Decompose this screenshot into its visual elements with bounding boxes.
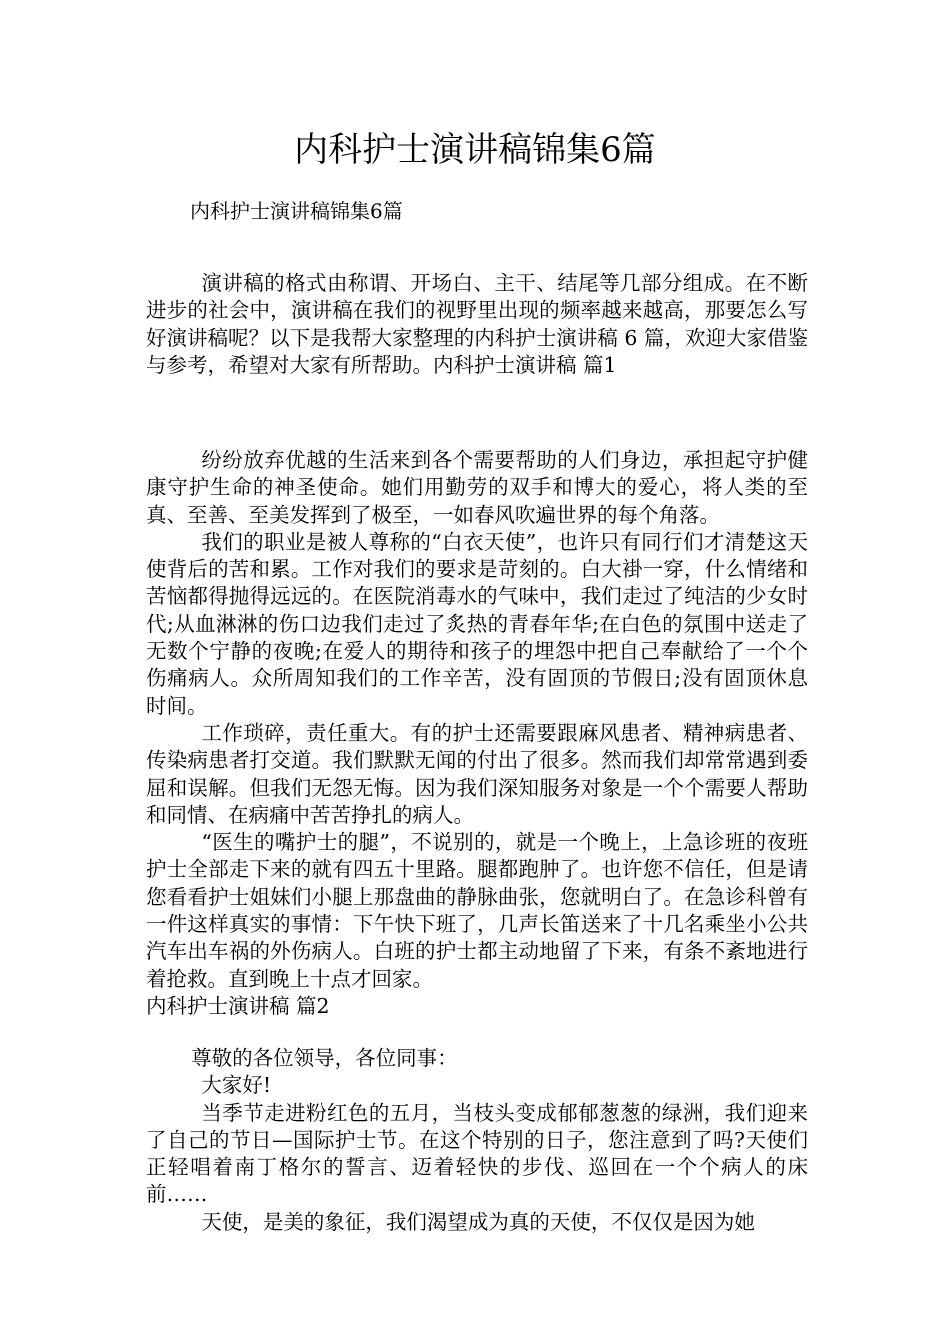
article-2-heading: 内科护士演讲稿 篇2	[146, 993, 330, 1018]
salutation: 尊敬的各位领导，各位同事：	[191, 1046, 458, 1070]
article-2-paragraph: 天使，是美的象征，我们渴望成为真的天使，不仅仅是因为她	[201, 1209, 755, 1234]
intro-section	[146, 270, 808, 379]
article-1-paragraph: 纷纷放弃优越的生活来到各个需要帮助的人们身边，承担起守护健康守护生命的神圣使命。她们用勤劳的双手和博大的爱心，将人类的至真、至善、至美发挥到了极至，一如春风吹遍世界的每个角落。	[146, 448, 808, 527]
greeting: 大家好!	[201, 1073, 272, 1098]
article-1	[146, 447, 808, 1020]
article-2	[146, 1045, 808, 1236]
intro-paragraph: 演讲稿的格式由称谓、开场白、主干、结尾等几部分组成。在不断进步的社会中，演讲稿在我们的视野里出现的频率越来越高，那要怎么写好演讲稿呢？以下是我帮大家整理的内科护士演讲稿 6 篇，欢迎大家借鉴与参考，希望对大家有所帮助。内科护士演讲稿 篇1	[146, 271, 808, 377]
article-2-paragraph: 当季节走进粉红色的五月，当枝头变成郁郁葱葱的绿洲，我们迎来了自己的节日—国际护士节。在这个特别的日子，您注意到了吗?天使们正轻唱着南丁格尔的誓言、迈着轻快的步伐、巡回在一个个病人的床前……	[146, 1100, 808, 1207]
article-1-paragraph: 工作琐碎，责任重大。有的护士还需要跟麻风患者、精神病患者、传染病患者打交道。我们默默无闻的付出了很多。然而我们却常常遇到委屈和误解。但我们无怨无悔。因为我们深知服务对象是一个个需要人帮助和同情、在病痛中苦苦挣扎的病人。	[146, 720, 808, 827]
document-title: 内科护士演讲稿锦集6篇	[294, 130, 656, 170]
article-1-paragraph: “医生的嘴护士的腿”，不说别的，就是一个晚上，上急诊班的夜班护士全部走下来的就有四五十里路。腿都跑肿了。也许您不信任，但是请您看看护士姐妹们小腿上那盘曲的静脉曲张，您就明白了。在急诊科曾有一件这样真实的事情：下午快下班了，几声长笛送来了十几名乘坐小公共汽车出车祸的外伤病人。白班的护士都主动地留了下来，有条不紊地进行着抢救。直到晚上十点才回家。	[146, 830, 808, 991]
document-subtitle: 内科护士演讲稿锦集6篇	[190, 199, 403, 223]
article-1-paragraph: 我们的职业是被人尊称的“白衣天使”，也许只有同行们才清楚这天使背后的苦和累。工作对我们的要求是苛刻的。白大褂一穿，什么情绪和苦恼都得抛得远远的。在医院消毒水的气味中，我们走过了纯洁的少女时代;从血淋淋的伤口边我们走过了炙热的青春年华;在白色的氛围中送走了无数个宁静的夜晚;在爱人的期待和孩子的埋怨中把自己奉献给了一个个伤痛病人。众所周知我们的工作辛苦，没有固顶的节假日;没有固顶休息时间。	[146, 529, 808, 718]
